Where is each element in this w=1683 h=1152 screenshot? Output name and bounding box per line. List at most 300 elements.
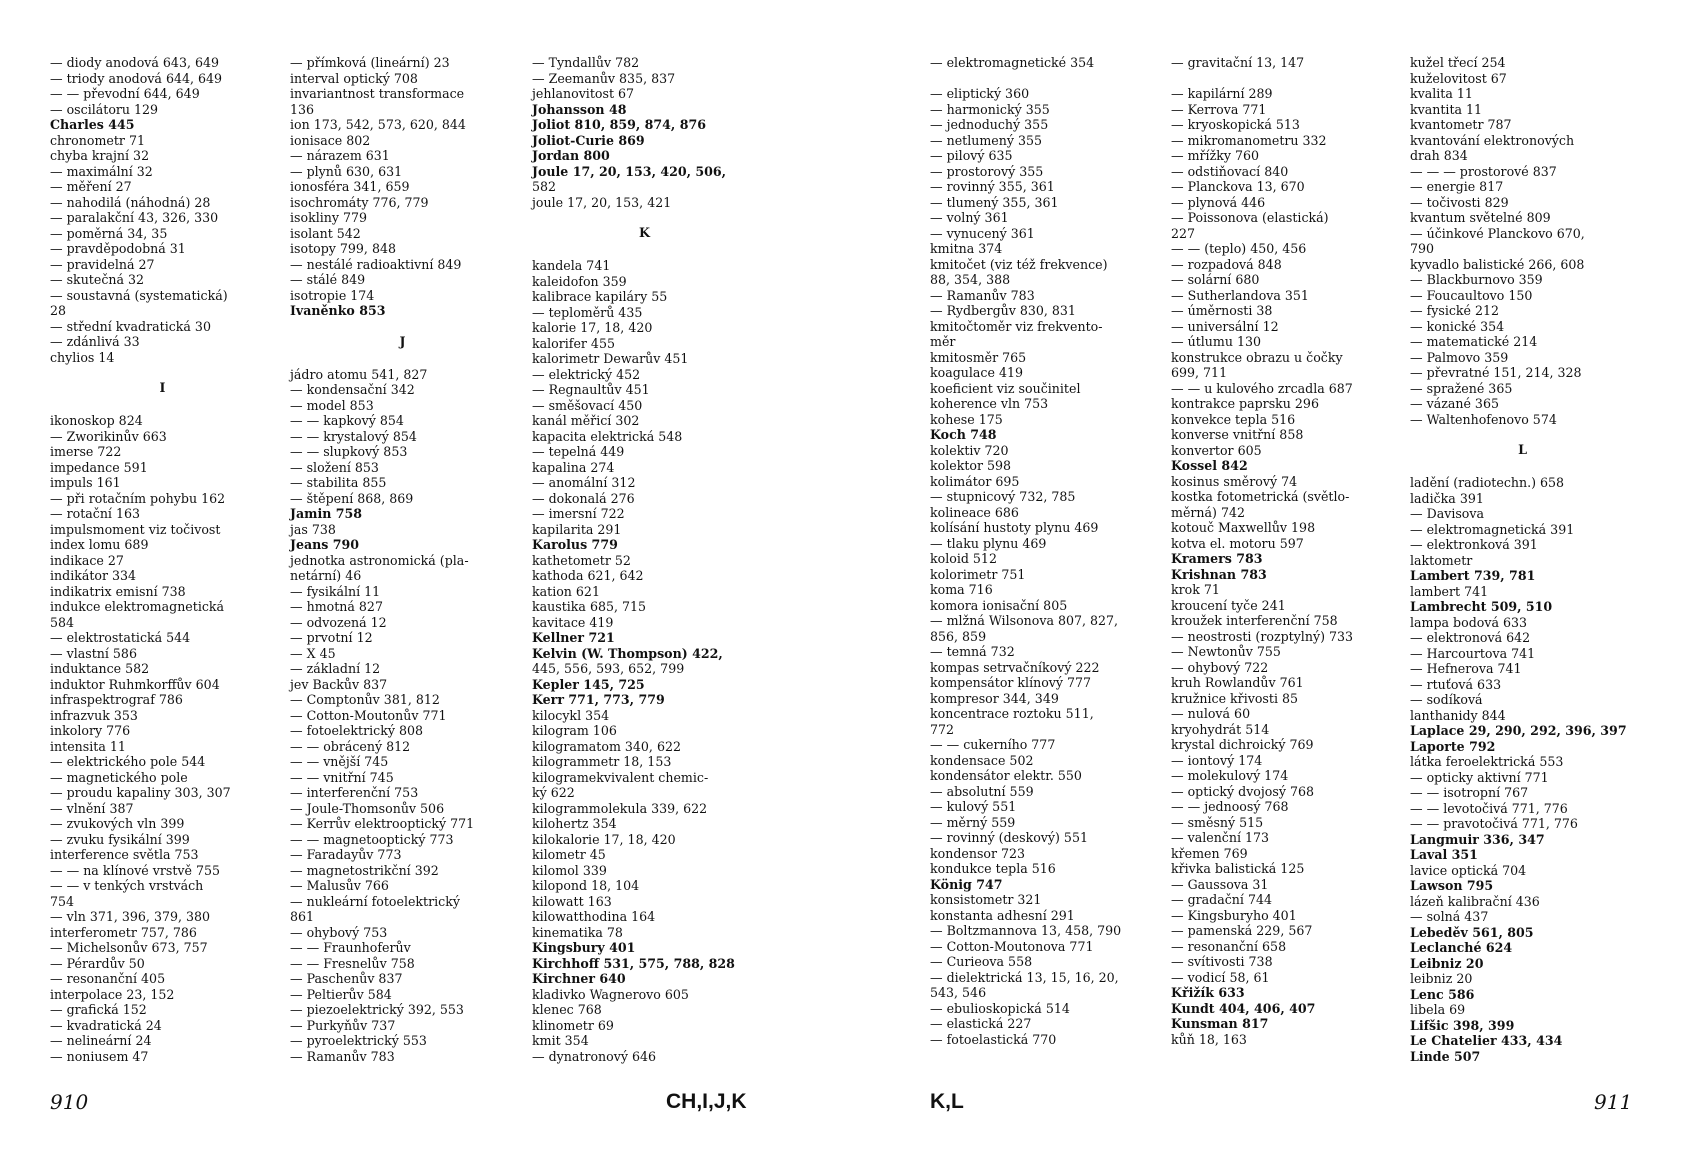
index-entry: kilopond 18, 104 xyxy=(532,878,640,893)
index-entry: — převratné 151, 214, 328 xyxy=(1410,365,1582,380)
index-entry: koma 716 xyxy=(930,582,993,597)
index-entry: kmitočtoměr viz frekvento- xyxy=(930,318,1103,334)
index-entry: — rozpadová 848 xyxy=(1171,256,1282,272)
index-entry: — — cukerního 777 xyxy=(930,737,1056,752)
index-entry: 227 xyxy=(1171,225,1196,241)
section-letter-heading: J xyxy=(399,333,406,349)
index-entry: drah 834 xyxy=(1410,148,1468,163)
index-entry: — Kingsburyho 401 xyxy=(1171,907,1297,923)
index-entry-name: Kelvin (W. Thompson) 422, xyxy=(532,645,723,661)
index-entry: — vodicí 58, 61 xyxy=(1171,969,1270,985)
index-entry: — ohybový 722 xyxy=(1171,659,1269,675)
index-entry: — rovinný 355, 361 xyxy=(930,179,1055,194)
index-entry: induktance 582 xyxy=(50,661,150,676)
index-entry: lanthanidy 844 xyxy=(1410,707,1506,723)
index-entry: — kvadratická 24 xyxy=(50,1017,162,1033)
index-entry: — rtuťová 633 xyxy=(1410,676,1502,692)
index-entry: netární) 46 xyxy=(290,568,362,583)
index-entry: — dokonalá 276 xyxy=(532,490,635,506)
index-entry: kolimátor 695 xyxy=(930,473,1020,489)
index-entry: kalorie 17, 18, 420 xyxy=(532,320,653,335)
index-entry: kapacita elektrická 548 xyxy=(532,428,683,444)
index-entry: impedance 591 xyxy=(50,459,148,475)
index-entry: kaustika 685, 715 xyxy=(532,599,647,614)
index-entry: — Kerrova 771 xyxy=(1171,101,1267,117)
index-entry: kilocykl 354 xyxy=(532,707,610,723)
index-entry: — elektromagnetické 354 xyxy=(930,55,1095,70)
index-entry: — nukleární fotoelektrický xyxy=(290,893,460,909)
index-entry-name: Langmuir 336, 347 xyxy=(1410,831,1545,847)
index-entry: — teploměrů 435 xyxy=(532,304,643,320)
index-entry-name: Le Chatelier 433, 434 xyxy=(1410,1033,1563,1048)
index-entry: — fotoelektrický 808 xyxy=(290,723,423,738)
index-entry: ladička 391 xyxy=(1410,490,1484,506)
index-entry: — mikromanometru 332 xyxy=(1171,132,1327,148)
index-entry: — elektromagnetická 391 xyxy=(1410,521,1575,537)
index-entry: kilogramatom 340, 622 xyxy=(532,738,681,754)
index-entry: — solární 680 xyxy=(1171,272,1260,287)
index-entry: měrná) 742 xyxy=(1171,504,1245,520)
index-entry: index lomu 689 xyxy=(50,537,149,552)
index-entry: — zvukových vln 399 xyxy=(50,816,185,831)
index-entry-name: Jordan 800 xyxy=(532,148,610,163)
index-entry: kolorimetr 751 xyxy=(930,566,1026,582)
index-entry: — měrný 559 xyxy=(930,814,1016,830)
index-entry: kaleidofon 359 xyxy=(532,273,627,289)
index-entry: — elektrického pole 544 xyxy=(50,754,206,769)
index-entry-name: Koch 748 xyxy=(930,427,997,442)
index-entry: — elektrostatická 544 xyxy=(50,630,191,645)
index-entry: konstanta adhesní 291 xyxy=(930,907,1075,923)
index-entry: kondensor 723 xyxy=(930,845,1026,861)
index-column-4 xyxy=(930,55,1155,1047)
index-entry: látka feroelektrická 553 xyxy=(1410,754,1564,769)
index-entry: 136 xyxy=(290,101,315,117)
index-entry: — tepelná 449 xyxy=(532,444,625,459)
index-entry: — Pérardův 50 xyxy=(50,955,145,971)
index-entry: — universální 12 xyxy=(1171,318,1279,334)
index-entry: — jednoduchý 355 xyxy=(930,117,1049,132)
index-entry-name: Jamin 758 xyxy=(290,506,363,521)
index-entry: induktor Ruhmkorffův 604 xyxy=(50,676,220,692)
index-entry: 772 xyxy=(930,721,955,737)
index-entry: — molekulový 174 xyxy=(1171,768,1289,783)
index-entry: kmit 354 xyxy=(532,1033,589,1048)
index-entry-name: Kunsman 817 xyxy=(1171,1016,1269,1031)
index-entry: kilokalorie 17, 18, 420 xyxy=(532,831,676,847)
index-entry: kyvadlo balistické 266, 608 xyxy=(1410,256,1585,272)
index-entry: — Malusův 766 xyxy=(290,878,389,893)
index-entry: — resonanční 658 xyxy=(1171,938,1287,954)
index-entry: — noniusem 47 xyxy=(50,1048,149,1064)
index-entry: — stabilita 855 xyxy=(290,475,387,490)
index-entry: — zdánlivá 33 xyxy=(50,334,140,349)
index-entry: indukce elektromagnetická xyxy=(50,599,225,614)
index-entry: kvantometr 787 xyxy=(1410,117,1512,132)
index-entry: — energie 817 xyxy=(1410,179,1504,194)
index-entry: kuželovitost 67 xyxy=(1410,70,1507,86)
index-entry: — Gaussova 31 xyxy=(1171,876,1269,892)
index-entry: — tlumený 355, 361 xyxy=(930,194,1059,210)
index-entry-name: Kramers 783 xyxy=(1171,551,1263,566)
index-entry: kotouč Maxwellův 198 xyxy=(1171,520,1316,535)
index-entry: — ohybový 753 xyxy=(290,924,388,940)
index-entry: 861 xyxy=(290,909,315,924)
index-entry: — elektronková 391 xyxy=(1410,537,1538,552)
index-entry: — Cotton-Moutonova 771 xyxy=(930,938,1094,954)
index-entry: krok 71 xyxy=(1171,582,1220,597)
index-entry: 582 xyxy=(532,179,557,194)
index-entry-name: Laplace 29, 290, 292, 396, 397 xyxy=(1410,723,1627,738)
index-entry: — úměrnosti 38 xyxy=(1171,303,1273,318)
index-entry: — — slupkový 853 xyxy=(290,444,408,459)
index-entry: ký 622 xyxy=(532,785,575,800)
index-entry: — absolutní 559 xyxy=(930,783,1034,799)
index-entry: — Waltenhofenovo 574 xyxy=(1410,411,1557,427)
index-entry: — nelineární 24 xyxy=(50,1033,152,1048)
index-entry: — vln 371, 396, 379, 380 xyxy=(50,909,211,924)
index-entry: — Blackburnovo 359 xyxy=(1410,272,1543,287)
index-entry-name: Kossel 842 xyxy=(1171,458,1248,473)
index-entry: — rovinný (deskový) 551 xyxy=(930,830,1088,845)
index-entry-name: Křižík 633 xyxy=(1171,985,1245,1000)
index-entry: — fysikální 11 xyxy=(290,583,381,599)
index-entry: kvalita 11 xyxy=(1410,86,1473,101)
index-entry: jádro atomu 541, 827 xyxy=(290,366,428,382)
index-entry: — střední kvadratická 30 xyxy=(50,318,211,334)
spacer xyxy=(930,71,1155,87)
index-entry: 88, 354, 388 xyxy=(930,272,1011,287)
index-entry: — účinkové Planckovo 670, xyxy=(1410,225,1585,241)
index-entry: 856, 859 xyxy=(930,628,987,644)
index-entry: jednotka astronomická (pla- xyxy=(290,552,469,568)
index-entry: — — vnější 745 xyxy=(290,754,389,769)
index-entry: kilogrammolekula 339, 622 xyxy=(532,800,708,816)
index-entry: kroužek interferenční 758 xyxy=(1171,613,1338,628)
index-entry: — konické 354 xyxy=(1410,318,1505,334)
index-entry-name: Lebeděv 561, 805 xyxy=(1410,924,1534,940)
index-entry-name: Kirchner 640 xyxy=(532,971,626,986)
index-entry: — sodíková xyxy=(1410,692,1483,707)
index-entry: — nahodilá (náhodná) 28 xyxy=(50,194,211,210)
index-entry: invariantnost transformace xyxy=(290,86,465,101)
index-entry: — pamenská 229, 567 xyxy=(1171,923,1313,938)
index-entry-name: Lawson 795 xyxy=(1410,878,1494,893)
index-entry: kompas setrvačníkový 222 xyxy=(930,659,1100,675)
index-entry: 754 xyxy=(50,893,75,909)
section-letter-heading: I xyxy=(159,380,166,395)
index-entry: — přímková (lineární) 23 xyxy=(290,55,450,70)
index-entry: — — Fraunhoferův xyxy=(290,940,411,955)
index-entry: — Purkyňův 737 xyxy=(290,1017,396,1033)
index-entry: — soustavná (systematická) xyxy=(50,287,228,303)
index-entry: kilohertz 354 xyxy=(532,816,617,831)
index-entry: lampa bodová 633 xyxy=(1410,614,1528,630)
index-column-5 xyxy=(1171,55,1396,1047)
index-entry: — nestálé radioaktivní 849 xyxy=(290,256,462,272)
index-entry: kolísání hustoty plynu 469 xyxy=(930,520,1099,535)
index-entry: isolant 542 xyxy=(290,225,361,241)
index-entry: 584 xyxy=(50,614,75,630)
index-entry: — optický dvojosý 768 xyxy=(1171,783,1314,799)
index-entry: — pravděpodobná 31 xyxy=(50,241,186,256)
index-entry: klinometr 69 xyxy=(532,1017,614,1033)
index-entry: — ebulioskopická 514 xyxy=(930,1000,1070,1016)
section-letter-heading: K xyxy=(639,225,650,240)
index-entry: — dielektrická 13, 15, 16, 20, xyxy=(930,969,1119,985)
index-entry: — valenční 173 xyxy=(1171,830,1270,845)
index-entry: lázeň kalibrační 436 xyxy=(1410,893,1540,909)
index-entry: joule 17, 20, 153, 421 xyxy=(532,194,672,210)
index-entry: kolineace 686 xyxy=(930,504,1019,520)
index-entry: interval optický 708 xyxy=(290,70,418,86)
index-entry: — elastická 227 xyxy=(930,1016,1032,1031)
index-entry-name: Johansson 48 xyxy=(532,101,627,117)
index-entry: — Zeemanův 835, 837 xyxy=(532,70,676,86)
index-column-3 xyxy=(532,55,757,1064)
index-entry: — prostorový 355 xyxy=(930,163,1044,179)
index-entry: kapilarita 291 xyxy=(532,521,622,537)
index-entry: ion 173, 542, 573, 620, 844 xyxy=(290,117,466,132)
index-entry: — Tyndallův 782 xyxy=(532,55,640,70)
index-entry: kondensátor elektr. 550 xyxy=(930,768,1082,783)
index-entry: — elektrický 452 xyxy=(532,366,641,382)
index-entry: měr xyxy=(930,334,956,349)
index-entry: — kapilární 289 xyxy=(1171,86,1273,101)
index-entry: kanál měřicí 302 xyxy=(532,413,640,428)
index-entry: — prvotní 12 xyxy=(290,630,373,645)
index-entry: interferometr 757, 786 xyxy=(50,924,197,940)
index-entry: laktometr xyxy=(1410,552,1473,568)
index-entry: 28 xyxy=(50,303,67,318)
index-entry: — nulová 60 xyxy=(1171,706,1251,721)
index-entry: imerse 722 xyxy=(50,444,122,459)
index-entry: jev Backův 837 xyxy=(290,676,388,692)
index-entry: — při rotačním pohybu 162 xyxy=(50,490,226,506)
index-entry: — stálé 849 xyxy=(290,272,366,287)
index-entry-name: Laval 351 xyxy=(1410,847,1478,862)
index-entry: — — krystalový 854 xyxy=(290,428,417,444)
index-entry: — poměrná 34, 35 xyxy=(50,225,168,241)
index-entry: — Regnaultův 451 xyxy=(532,382,650,397)
index-entry: — směšovací 450 xyxy=(532,397,643,413)
index-entry: konvertor 605 xyxy=(1171,442,1262,458)
index-entry: — Boltzmannova 13, 458, 790 xyxy=(930,923,1122,938)
index-entry: — neostrosti (rozptylný) 733 xyxy=(1171,628,1354,644)
index-entry: konsistometr 321 xyxy=(930,892,1042,907)
index-entry: kilowatthodina 164 xyxy=(532,909,656,924)
index-entry: kladivko Wagnerovo 605 xyxy=(532,986,689,1002)
index-entry: kalorimetr Dewarův 451 xyxy=(532,351,689,366)
index-entry: — — isotropní 767 xyxy=(1410,785,1529,800)
index-entry: kvantování elektronových xyxy=(1410,132,1575,148)
index-entry: kotva el. motoru 597 xyxy=(1171,535,1304,551)
index-entry: kolektor 598 xyxy=(930,458,1012,473)
left-section-marker: CH,I,J,K xyxy=(666,1090,747,1113)
index-entry: — plynů 630, 631 xyxy=(290,163,403,179)
index-entry-name: Karolus 779 xyxy=(532,537,618,552)
index-entry: — imersní 722 xyxy=(532,506,625,521)
index-entry: — piezoelektrický 392, 553 xyxy=(290,1002,464,1017)
index-entry: kilogramekvivalent chemic- xyxy=(532,769,709,785)
index-entry: kation 621 xyxy=(532,583,600,599)
index-entry: infrazvuk 353 xyxy=(50,707,138,723)
index-entry: 790 xyxy=(1410,241,1435,256)
index-entry: kathoda 621, 642 xyxy=(532,568,644,583)
index-entry-name: Lambrecht 509, 510 xyxy=(1410,599,1553,614)
index-entry: — kondensační 342 xyxy=(290,382,415,397)
index-entry: — — převodní 644, 649 xyxy=(50,86,200,101)
index-entry: — — — prostorové 837 xyxy=(1410,163,1557,179)
index-entry: — spražené 365 xyxy=(1410,380,1513,396)
index-entry: — Sutherlandova 351 xyxy=(1171,287,1309,303)
index-entry: kmitosměr 765 xyxy=(930,349,1027,365)
index-entry-name: Lifšic 398, 399 xyxy=(1410,1017,1515,1033)
index-entry: impuls 161 xyxy=(50,475,121,490)
index-entry: — elektronová 642 xyxy=(1410,630,1531,645)
left-page-number: 910 xyxy=(50,1090,89,1114)
index-entry: ikonoskop 824 xyxy=(50,413,143,428)
index-entry-name: Jeans 790 xyxy=(290,537,360,552)
index-entry: interference světla 753 xyxy=(50,847,199,862)
index-entry: — pravidelná 27 xyxy=(50,256,155,272)
index-entry: — Palmovo 359 xyxy=(1410,349,1509,365)
index-entry: — měření 27 xyxy=(50,179,132,194)
index-entry: kilometr 45 xyxy=(532,847,606,862)
index-entry: — zvuku fysikální 399 xyxy=(50,831,190,847)
index-entry: 699, 711 xyxy=(1171,365,1228,380)
index-entry: koloid 512 xyxy=(930,551,997,566)
index-entry: — — jednoosý 768 xyxy=(1171,799,1289,814)
index-entry: 543, 546 xyxy=(930,985,987,1000)
index-entry: — interferenční 753 xyxy=(290,785,419,800)
index-entry: krystal dichroický 769 xyxy=(1171,737,1314,752)
index-entry: jas 738 xyxy=(290,521,336,537)
right-section-marker: K,L xyxy=(930,1090,964,1113)
index-entry: — — levotočivá 771, 776 xyxy=(1410,800,1568,816)
index-entry: — točivosti 829 xyxy=(1410,194,1509,210)
index-entry: — — kapkový 854 xyxy=(290,413,404,428)
index-entry: koncentrace roztoku 511, xyxy=(930,706,1094,721)
index-entry-name: Kirchhoff 531, 575, 788, 828 xyxy=(532,955,735,971)
index-entry: libela 69 xyxy=(1410,1002,1466,1017)
index-entry: — harmonický 355 xyxy=(930,101,1050,117)
index-entry: kilomol 339 xyxy=(532,862,607,878)
index-entry: chyba krajní 32 xyxy=(50,148,150,163)
index-entry: — gravitační 13, 147 xyxy=(1171,55,1305,70)
index-entry: — — v tenkých vrstvách xyxy=(50,878,204,893)
index-column-1 xyxy=(50,55,275,1064)
index-entry: kolektiv 720 xyxy=(930,442,1009,458)
index-entry: kilogrammetr 18, 153 xyxy=(532,754,672,769)
index-entry: koagulace 419 xyxy=(930,365,1023,380)
index-entry: konverse vnitřní 858 xyxy=(1171,427,1304,442)
index-entry: kryohydrát 514 xyxy=(1171,721,1270,737)
index-entry: — proudu kapaliny 303, 307 xyxy=(50,785,231,800)
index-entry: indikatrix emisní 738 xyxy=(50,583,186,599)
index-entry: — svítivosti 738 xyxy=(1171,954,1273,969)
index-entry-name: Ivaněnko 853 xyxy=(290,303,386,318)
index-entry: — Rydbergův 830, 831 xyxy=(930,303,1076,318)
index-entry: kruh Rowlandův 761 xyxy=(1171,675,1304,690)
index-entry: kavitace 419 xyxy=(532,614,614,630)
index-entry: — — magnetooptický 773 xyxy=(290,831,454,847)
index-entry: leibniz 20 xyxy=(1410,971,1473,986)
index-entry-name: Leibniz 20 xyxy=(1410,955,1484,971)
index-entry: — netlumený 355 xyxy=(930,132,1043,148)
index-entry: kostka fotometrická (světlo- xyxy=(1171,489,1350,504)
index-entry-name: Joliot 810, 859, 874, 876 xyxy=(532,117,706,132)
index-entry: isokliny 779 xyxy=(290,210,368,225)
index-entry: — opticky aktivní 771 xyxy=(1410,769,1549,785)
index-entry: kmitočet (viz též frekvence) xyxy=(930,256,1108,272)
index-entry: — Cotton-Moutonův 771 xyxy=(290,707,447,723)
index-entry: kathetometr 52 xyxy=(532,552,631,568)
index-entry: — Michelsonův 673, 757 xyxy=(50,940,208,955)
index-entry: — — u kulového zrcadla 687 xyxy=(1171,380,1353,396)
index-entry-name: Linde 507 xyxy=(1410,1048,1481,1064)
index-entry: kapalina 274 xyxy=(532,459,615,475)
index-entry: — štěpení 868, 869 xyxy=(290,490,414,506)
index-entry: — — na klínové vrstvě 755 xyxy=(50,862,221,878)
index-entry: kmitna 374 xyxy=(930,241,1003,256)
index-entry: — vázané 365 xyxy=(1410,396,1499,411)
index-entry: — — Fresnelův 758 xyxy=(290,955,415,971)
index-entry: — Zworikinův 663 xyxy=(50,428,167,444)
index-entry-name: Leclanché 624 xyxy=(1410,940,1513,955)
index-entry: — mlžná Wilsonova 807, 827, xyxy=(930,613,1119,628)
index-entry: — základní 12 xyxy=(290,661,381,676)
index-entry: — mřížky 760 xyxy=(1171,148,1260,163)
index-entry: — směsný 515 xyxy=(1171,814,1264,830)
index-entry: kilogram 106 xyxy=(532,723,617,738)
index-entry: — Paschenův 837 xyxy=(290,971,403,986)
index-entry: lambert 741 xyxy=(1410,583,1489,599)
index-entry: — kulový 551 xyxy=(930,799,1017,814)
index-entry: — oscilátoru 129 xyxy=(50,101,159,117)
index-entry: — magnetostrikční 392 xyxy=(290,862,439,878)
index-entry: intensita 11 xyxy=(50,738,126,754)
index-entry: interpolace 23, 152 xyxy=(50,986,175,1002)
index-entry: kvantita 11 xyxy=(1410,101,1483,117)
index-entry: — útlumu 130 xyxy=(1171,334,1262,349)
index-entry: kůň 18, 163 xyxy=(1171,1031,1247,1047)
index-entry: — gradační 744 xyxy=(1171,892,1272,907)
index-entry: — fysické 212 xyxy=(1410,303,1500,318)
index-entry: kondensace 502 xyxy=(930,752,1034,768)
index-entry-name: Kepler 145, 725 xyxy=(532,676,645,692)
index-entry: — Hefnerova 741 xyxy=(1410,661,1522,676)
right-page-number: 911 xyxy=(1594,1090,1633,1114)
index-entry-name: Joule 17, 20, 153, 420, 506, xyxy=(532,163,727,179)
index-entry: kužel třecí 254 xyxy=(1410,55,1506,70)
index-entry: — model 853 xyxy=(290,397,374,413)
index-entry: ionosféra 341, 659 xyxy=(290,179,410,194)
index-entry: — Joule-Thomsonův 506 xyxy=(290,800,445,816)
index-entry: — Faradayův 773 xyxy=(290,847,402,862)
index-entry: isotopy 799, 848 xyxy=(290,241,396,256)
index-entry: koeficient viz součinitel xyxy=(930,380,1081,396)
index-entry: koherence vln 753 xyxy=(930,396,1049,411)
index-entry: konvekce tepla 516 xyxy=(1171,411,1296,427)
index-entry: — nárazem 631 xyxy=(290,148,390,163)
index-entry-name: Kellner 721 xyxy=(532,630,615,645)
index-entry: kompensátor klínový 777 xyxy=(930,675,1092,690)
index-entry: kalibrace kapiláry 55 xyxy=(532,289,668,304)
index-entry-name: Kerr 771, 773, 779 xyxy=(532,692,665,707)
index-entry: — skutečná 32 xyxy=(50,272,145,287)
index-entry: — pilový 635 xyxy=(930,148,1013,163)
